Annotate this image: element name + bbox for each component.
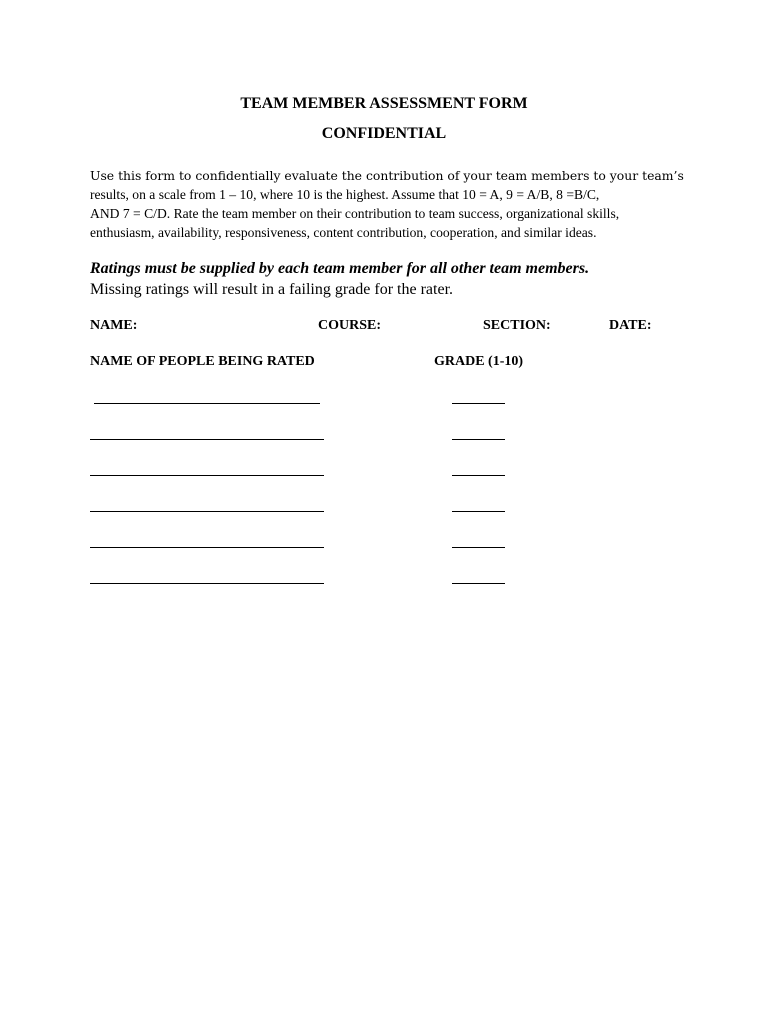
- rating-row: [0, 464, 768, 484]
- rating-row: [0, 392, 768, 412]
- ratings-requirement-notice: Ratings must be supplied by each team member for all other team members.: [90, 260, 590, 277]
- instructions-line: results, on a scale from 1 – 10, where 10 is the highest. Assume that 10 = A, 9 = A/B, 8 =B/C,: [90, 187, 600, 202]
- form-title: TEAM MEMBER ASSESSMENT FORM: [240, 95, 528, 112]
- rated-person-name-blank[interactable]: [90, 439, 324, 440]
- instructions-paragraph: [90, 166, 690, 242]
- people-rated-column-header: NAME OF PEOPLE BEING RATED: [90, 354, 315, 369]
- instructions-line: AND 7 = C/D. Rate the team member on their contribution to team success, organizational skills,: [90, 206, 620, 221]
- rating-row: [0, 536, 768, 556]
- grade-column-header: GRADE (1-10): [434, 354, 524, 369]
- rating-row: [0, 572, 768, 592]
- rating-row: [0, 500, 768, 520]
- grade-blank[interactable]: [452, 547, 505, 548]
- rated-person-name-blank[interactable]: [94, 403, 320, 404]
- grade-blank[interactable]: [452, 439, 505, 440]
- failing-grade-warning: Missing ratings will result in a failing grade for the rater.: [90, 281, 454, 298]
- instructions-line: Use this form to confidentially evaluate the contribution of your team members to your team’s: [90, 168, 684, 183]
- date-field-label: DATE:: [609, 318, 652, 333]
- rated-person-name-blank[interactable]: [90, 475, 324, 476]
- rating-row: [0, 428, 768, 448]
- grade-blank[interactable]: [452, 403, 505, 404]
- section-field-label: SECTION:: [483, 318, 551, 333]
- course-field-label: COURSE:: [318, 318, 382, 333]
- rated-person-name-blank[interactable]: [90, 511, 324, 512]
- name-field-label: NAME:: [90, 318, 138, 333]
- grade-blank[interactable]: [452, 511, 505, 512]
- rated-person-name-blank[interactable]: [90, 583, 324, 584]
- grade-blank[interactable]: [452, 583, 505, 584]
- confidential-heading: CONFIDENTIAL: [321, 125, 447, 142]
- instructions-line: enthusiasm, availability, responsiveness, content contribution, cooperation, and similar ideas.: [90, 225, 597, 240]
- grade-blank[interactable]: [452, 475, 505, 476]
- rated-person-name-blank[interactable]: [90, 547, 324, 548]
